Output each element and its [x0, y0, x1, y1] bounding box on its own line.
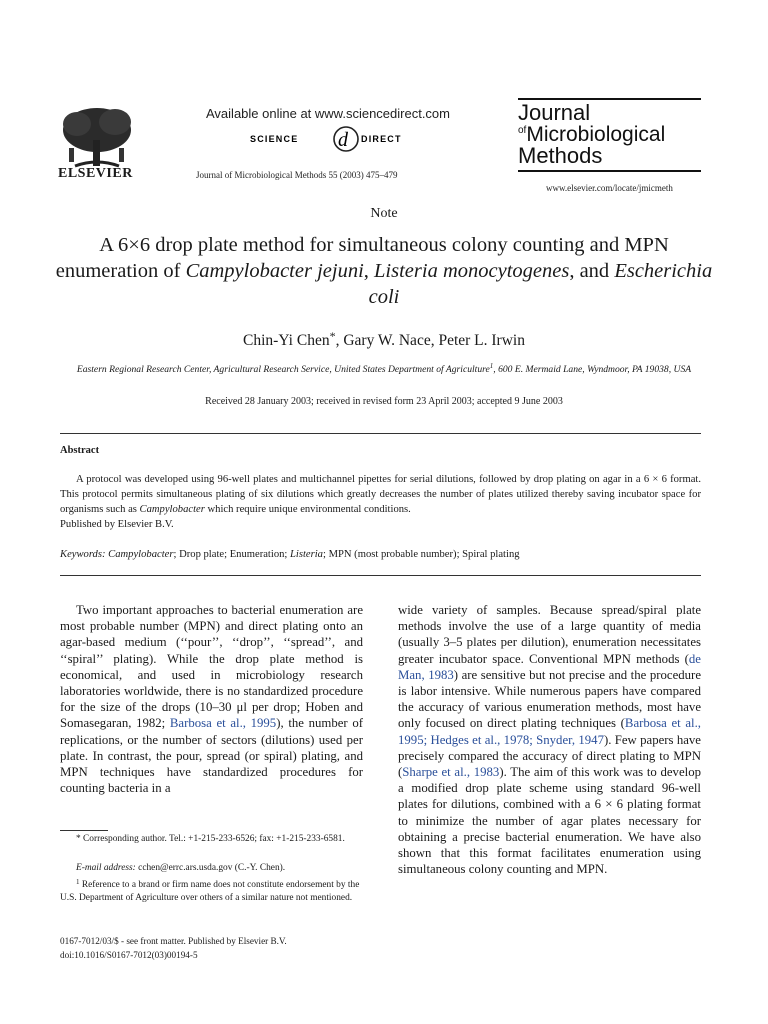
journal-title-line3: Methods: [518, 143, 603, 168]
divider-bottom: [60, 575, 701, 576]
divider-top: [60, 433, 701, 434]
abstract-text: A protocol was developed using 96-well plates and multichannel pipettes for serial dilutions, followed by drop plating on agar in a 6 × 6 format. This protocol permits simultaneous plating of six dilutions which greatly decreases the number of plates utilized thereby saving incubator space for organisms such as Campylobacter which require unique environmental conditions. Published by Elsevier B.V.: [60, 474, 701, 530]
journal-title-line1: Journal: [518, 100, 591, 125]
author-list: Chin-Yi Chen*, Gary W. Nace, Peter L. Irwin: [243, 329, 525, 349]
ref-link-barbosa[interactable]: Barbosa et al., 1995: [169, 716, 277, 731]
ref-link-sharpe[interactable]: Sharpe et al., 1983: [402, 765, 500, 780]
ref-link-deman[interactable]: de Man, 1983: [398, 651, 701, 682]
ref-link-barbosa-hedges-snyder[interactable]: Barbosa et al., 1995; Hedges et al., 1978; Snyder, 1947: [398, 716, 702, 747]
footnote-1: $^1$ Reference to a brand or firm name does not constitute endorsement by the U.S. Department of Agriculture over others of a similar nature not mentioned.: [60, 878, 360, 903]
article-title: A 6×6 drop plate method for simultaneous colony counting and MPN enumeration of Campylobacter jejuni, Listeria monocytogenes, and Escherichia coli: [55, 234, 713, 308]
footnote-corresponding: * Corresponding author. Tel.: +1-215-233-6526; fax: +1-215-233-6581.: [76, 834, 345, 844]
journal-url[interactable]: www.elsevier.com/locate/jmicmeth: [546, 183, 673, 193]
keywords: Keywords: Campylobacter; Drop plate; Enumeration; Listeria; MPN (most probable number); Spiral plating: [60, 549, 520, 560]
sciencedirect-logo-icon: [248, 124, 438, 158]
article-type: Note: [370, 206, 398, 221]
body-column-left: Two important approaches to bacterial enumeration are most probable number (MPN) and direct plating onto an agar-based medium (‘‘pour’’, ‘‘drop’’, ‘‘spread’’, and ‘‘spiral’’ plating). While the drop plate method is economical, and used in microbiology research laboratories worldwide, there is no standardized procedure for the size of the drops (10–30 μl per drop; Hoben and Somasegaran, 1982; Barbosa et al., 1995), the number of replications, or the number of sectors (dilutions) used per plate. In contrast, the pour, spread (or spiral) plating, and MPN techniques have standardized procedures for counting bacteria in a: [60, 603, 363, 796]
publisher-name: ELSEVIER: [58, 166, 133, 181]
journal-citation: Journal of Microbiological Methods 55 (2003) 475–479: [196, 170, 398, 180]
affiliation: Eastern Regional Research Center, Agricultural Research Service, United States Department of Agriculture$^1$, 600 E. Mermaid Lane, Wyndmoor, PA 19038, USA: [76, 362, 692, 375]
svg-text:d: d: [338, 129, 348, 151]
footnote-email: E-mail address: cchen@errc.ars.usda.gov (C.-Y. Chen).: [76, 863, 286, 873]
abstract-heading: Abstract: [60, 445, 100, 456]
front-matter-issn: 0167-7012/03/$ - see front matter. Published by Elsevier B.V.: [60, 936, 287, 946]
article-dates: Received 28 January 2003; received in revised form 23 April 2003; accepted 9 June 2003: [205, 396, 563, 407]
footnote-rule: [60, 830, 108, 831]
front-matter-doi[interactable]: doi:10.1016/S0167-7012(03)00194-5: [60, 950, 198, 960]
front-matter: [60, 934, 287, 962]
available-online-text[interactable]: Available online at www.sciencedirect.com: [206, 106, 450, 121]
sciencedirect-left-label: SCIENCE: [250, 134, 299, 144]
sciencedirect-right-label: DIRECT: [361, 134, 402, 144]
journal-masthead: [518, 98, 701, 174]
journal-title-line2: $^{of}$Microbiological: [518, 123, 666, 146]
body-column-right: wide variety of samples. Because spread/spiral plate methods involve the use of a large quantity of media (usually 3–5 plates per dilution), enumeration necessitates greater incubator space. Conventional MPN methods (de Man, 1983) are sensitive but not precise and the procedure is labor intensive. While numerous papers have compared the accuracy of various enumeration methods, most have only focused on direct plating techniques (Barbosa et al., 1995; Hedges et al., 1978; Snyder, 1947). Few papers have precisely compared the accuracy of direct plating to MPN (Sharpe et al., 1983). The aim of this work was to develop a modified drop plate scheme using standard 96-well plates for dilutions, combined with a 6 × 6 plating format to minimize the number of agar plates necessary for obtaining a precise bacterial enumeration. We have also shown that this format facilitates enumeration using simultaneous colony counting and MPN.: [398, 603, 702, 877]
